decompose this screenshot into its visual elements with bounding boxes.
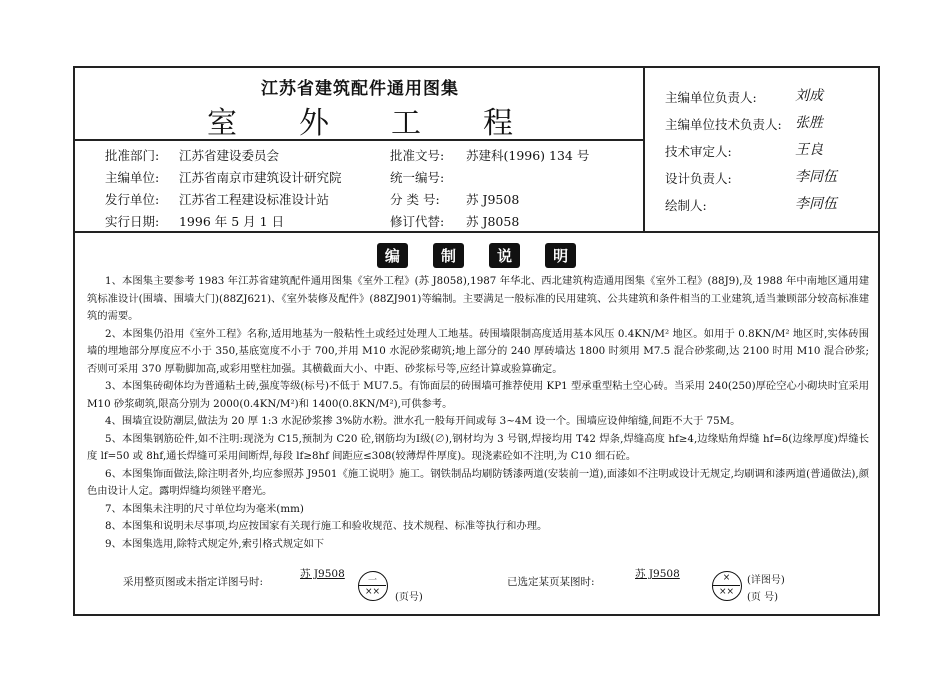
whole-ref-code: 苏 J9508	[300, 568, 345, 580]
chief-unit-value: 江苏省南京市建筑设计研究院	[178, 170, 342, 185]
resp-label: 设计负责人:	[665, 171, 732, 186]
note-paragraph: 8、本图集和说明未尽事项,均应按国家有关现行施工和验收规范、技术规程、标准等执行和办理。	[105, 520, 548, 532]
drawing-sheet	[73, 66, 880, 616]
issuer-row	[105, 190, 329, 208]
responsible-block	[645, 68, 878, 233]
signature-review: 王良	[795, 142, 823, 158]
unified-no-label: 统一编号:	[390, 170, 445, 185]
approval-dept-row	[105, 146, 279, 164]
note-paragraph: 3、本图集砖砌体均为普通粘土砖,强度等级(标号)不低于 MU7.5。有饰面层的砖围墙可推荐使用 KP1 型承重型粘土空心砖。当采用 240(250)厚砼空心小砌块时宜采用 M10 砂浆砌筑,限高分别为 2000(0.4KN/M²)和 1400(0.8KN/M²),可供参考。	[87, 380, 869, 410]
heading-char: 制	[433, 243, 464, 268]
series-title: 江苏省建筑配件通用图集	[261, 79, 459, 99]
issuer-label: 发行单位:	[105, 192, 160, 207]
approval-doc-row	[390, 146, 589, 164]
class-no-value: 苏 J9508	[465, 192, 520, 207]
resp-label: 绘制人:	[665, 198, 707, 213]
resp-label: 主编单位负责人:	[665, 90, 757, 105]
effective-label: 实行日期:	[105, 214, 160, 229]
index-circle-specified	[712, 571, 742, 601]
circle-bottom: ××	[718, 587, 735, 597]
notes-body	[87, 273, 869, 553]
spec-ref-code: 苏 J9508	[635, 568, 680, 580]
specified-label: 已选定某页某图时:	[507, 576, 595, 588]
signature-chief: 刘成	[795, 88, 823, 104]
note-paragraph: 7、本图集未注明的尺寸单位均为毫米(mm)	[105, 502, 304, 515]
resp-label: 主编单位技术负责人:	[665, 117, 782, 132]
approval-doc-label: 批准文号:	[390, 148, 445, 163]
spec-note-detail: (详图号)	[747, 575, 785, 586]
resp-row-chief	[665, 88, 790, 106]
circle-top: ×	[722, 573, 731, 583]
resp-label: 技术审定人:	[665, 144, 732, 159]
signature-draw: 李同伍	[795, 196, 837, 212]
spec-note-page: (页 号)	[747, 592, 778, 603]
heading-char: 编	[377, 243, 408, 268]
signature-tech: 张胜	[795, 115, 823, 131]
whole-page-label: 采用整页图或未指定详图号时:	[123, 576, 264, 588]
issuer-value: 江苏省工程建设标准设计站	[178, 192, 329, 207]
replaces-row	[390, 212, 519, 230]
heading-char: 明	[545, 243, 576, 268]
heading-char: 说	[489, 243, 520, 268]
title-divider	[75, 139, 645, 141]
class-no-label: 分 类 号:	[390, 192, 440, 207]
approval-dept-value: 江苏省建设委员会	[178, 148, 279, 163]
circle-top: 一	[367, 576, 377, 586]
effective-row	[105, 212, 284, 230]
main-title: 室外工程	[207, 106, 575, 141]
resp-row-draw	[665, 196, 790, 214]
note-paragraph: 6、本图集饰面做法,除注明者外,均应参照苏 J9501《施工说明》施工。钢铁制品均刷防锈漆两道(安装前一道),面漆如不注明或设计无规定,均刷调和漆两道(普通做法),颜色由设计人定。露明焊缝均须锉平磨光。	[87, 467, 869, 497]
index-circle-whole	[358, 571, 388, 601]
replaces-label: 修订代替:	[390, 214, 445, 229]
effective-value: 1996 年 5 月 1 日	[178, 214, 285, 229]
resp-row-design	[665, 169, 790, 187]
note-paragraph: 4、围墙宜设防潮层,做法为 20 厚 1:3 水泥砂浆掺 3%防水粉。泄水孔一般每开间或每 3~4M 设一个。围墙应设伸缩缝,间距不大于 75M。	[105, 415, 741, 427]
class-no-row	[390, 190, 519, 208]
section-heading	[75, 243, 878, 268]
chief-unit-label: 主编单位:	[105, 170, 160, 185]
resp-row-tech	[665, 115, 790, 133]
circle-bottom: ××	[364, 587, 381, 597]
note-paragraph: 5、本图集钢筋砼件,如不注明:现浇为 C15,预制为 C20 砼,钢筋均为Ⅰ级(∅),钢材均为 3 号钢,焊接均用 T42 焊条,焊缝高度 hf≥4,边缘贴角焊缝 hf=δ(边缘厚度)焊缝长度 lf=50 或 8hf,通长焊缝可采用间断焊,每段 lf≥8hf 间距应≤308(较薄焊件厚度)。现浇素砼如不注明,为 C10 细石砼。	[87, 432, 869, 462]
note-paragraph: 1、本图集主要参考 1983 年江苏省建筑配件通用图集《室外工程》(苏 J8058),1987 年华北、西北建筑构造通用图集《室外工程》(88J9),及 1988 年中南地区通用建筑标准设计(围墙、围墙大门)(88ZJ621)、《室外装修及配件》(88ZJ901)等编制。主要满足一般标准的民用建筑、公共建筑和条件相当的工业建筑,适当兼顾部分较高标准建筑的需要。	[87, 275, 869, 322]
signature-design: 李同伍	[795, 169, 837, 185]
resp-row-review	[665, 142, 790, 160]
approval-dept-label: 批准部门:	[105, 148, 160, 163]
note-paragraph: 2、本图集仍沿用《室外工程》名称,适用地基为一般粘性土或经过处理人工地基。砖围墙限制高度适用基本风压 0.4KN/M² 地区。如用于 0.8KN/M² 地区时,实体砖围墙的埋地部分厚度应不小于 350,基底宽度不小于 700,并用 M10 水泥砂浆砌筑;地上部分的 240 厚砖墙达 1800 时须用 M7.5 混合砂浆砌,达 2100 时用 M10 混合砂浆;否则可采用 370 厚勒脚加高,或彩用壁柱加强。其横截面大小、中距、砂浆标号等,应经计算或验算确定。	[87, 327, 869, 375]
circle-divider	[713, 585, 740, 586]
note-paragraph: 9、本图集选用,除特式规定外,索引格式规定如下	[105, 537, 325, 550]
whole-page-note: (页号)	[395, 592, 423, 603]
replaces-value: 苏 J8058	[465, 214, 520, 229]
unified-no-row	[390, 168, 462, 186]
circle-divider	[359, 585, 386, 586]
approval-doc-value: 苏建科(1996) 134 号	[465, 148, 590, 163]
chief-unit-row	[105, 168, 342, 186]
title-block	[75, 68, 645, 233]
